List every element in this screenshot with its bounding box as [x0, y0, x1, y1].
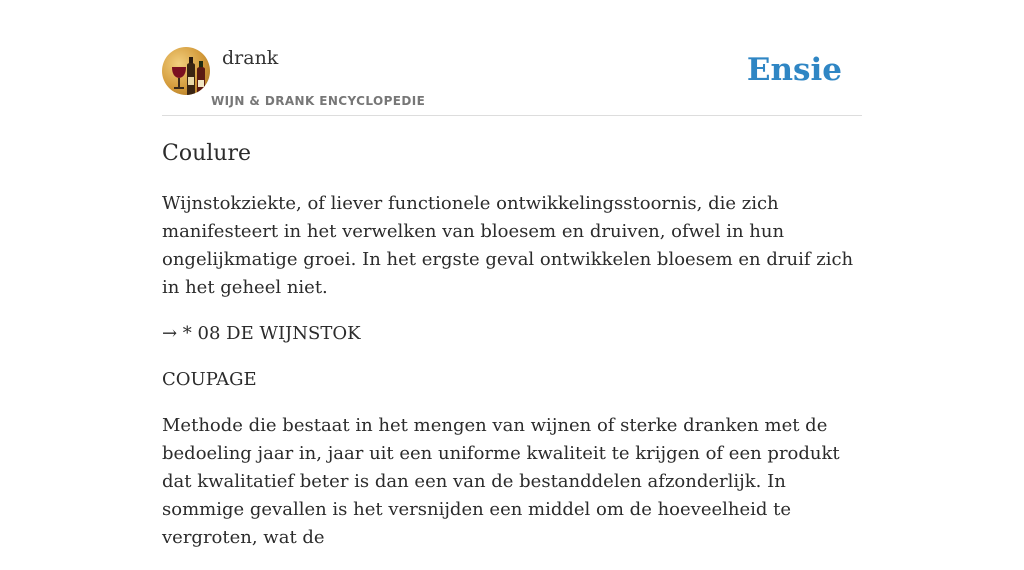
site-header: [162, 0, 862, 116]
page-title: Coulure: [162, 141, 251, 166]
crossref-link[interactable]: → * 08 DE WIJNSTOK: [162, 323, 361, 344]
next-entry-heading: COUPAGE: [162, 369, 257, 390]
next-entry-text: Methode die bestaat in het mengen van wijnen of sterke dranken met de bedoeling jaar in, jaar uit een uniforme kwaliteit te krijgen of een produkt dat kwalitatief beter is dan een van de bestanddelen afzonderlijk. In sommige gevallen is het versnijden een middel om de hoeveelheid te vergroten, wat de: [162, 415, 840, 548]
entry-body: [162, 190, 862, 552]
brand-logo[interactable]: Ensie: [746, 52, 842, 88]
avatar-image: [162, 47, 210, 95]
wine-bottles-icon[interactable]: [162, 47, 210, 95]
definition-text: Wijnstokziekte, of liever functionele ontwikkelingsstoornis, die zich manifesteert in het verwelken van bloesem en druiven, ofwel in hun ongelijkmatige groei. In het ergste geval ontwikkelen bloesem en druif zich in het geheel niet.: [162, 193, 854, 298]
page: [162, 0, 862, 570]
site-name[interactable]: drank: [222, 47, 279, 69]
site-subtitle: WIJN & DRANK ENCYCLOPEDIE: [211, 94, 426, 108]
